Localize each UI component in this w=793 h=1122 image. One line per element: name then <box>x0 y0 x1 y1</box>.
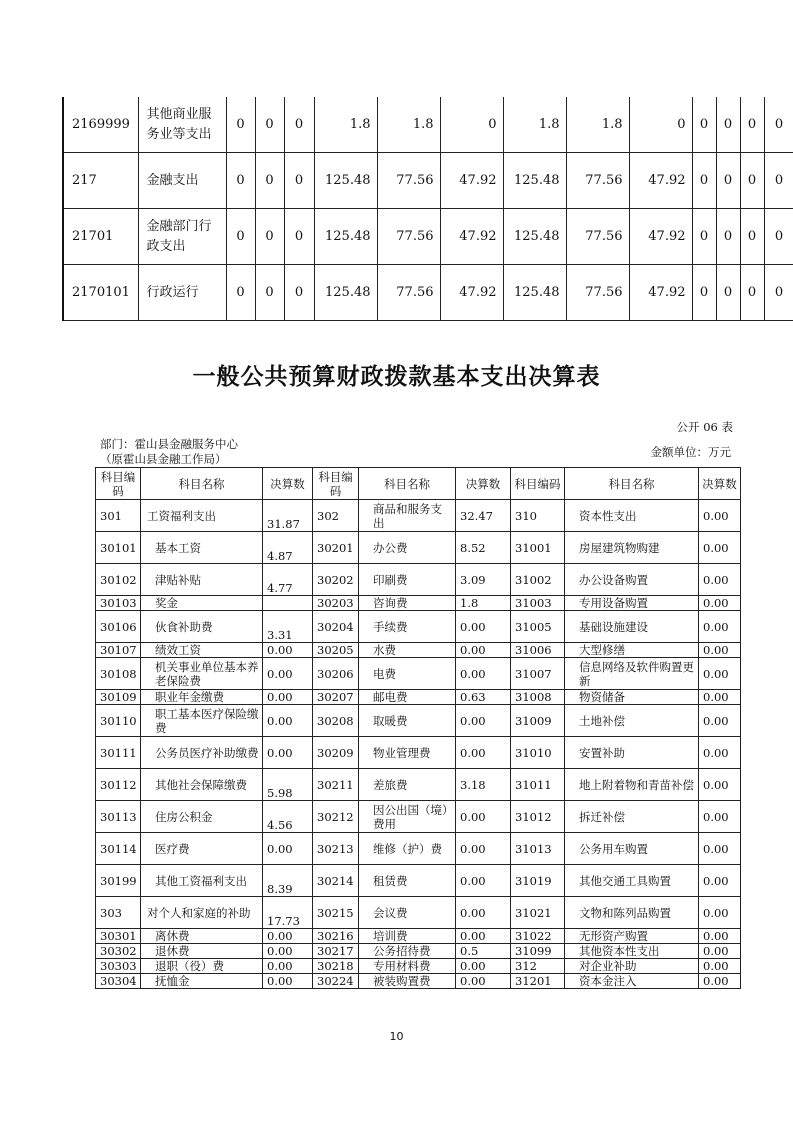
amount: 0.00 <box>699 705 741 737</box>
amount: 3.18 <box>456 769 511 801</box>
subject-code: 30199 <box>96 865 141 897</box>
subject-name: 安置补助 <box>565 737 699 769</box>
cell-value: 0 <box>226 97 255 153</box>
table-row <box>96 658 741 690</box>
cell-value: 0 <box>692 153 716 209</box>
subject-name: 办公设备购置 <box>565 564 699 596</box>
subject-name: 差旅费 <box>359 769 456 801</box>
subject-code: 30110 <box>96 705 141 737</box>
table-row <box>96 690 741 705</box>
amount: 0.5 <box>456 944 511 959</box>
subject-code: 30301 <box>96 929 141 944</box>
subject-code: 31022 <box>511 929 565 944</box>
subject-name: 离休费 <box>141 929 263 944</box>
subject-name: 金融支出 <box>138 153 226 209</box>
amount: 0.00 <box>456 897 511 929</box>
table-row <box>96 611 741 643</box>
cell-value: 0 <box>255 97 284 153</box>
subject-code: 31006 <box>511 643 565 658</box>
subject-name: 对个人和家庭的补助 <box>141 897 263 929</box>
amount: 0.00 <box>699 690 741 705</box>
subject-code: 310 <box>511 500 565 532</box>
table-row <box>63 97 793 153</box>
table-row <box>96 737 741 769</box>
cell-value: 0 <box>284 209 314 265</box>
cell-value: 0 <box>692 209 716 265</box>
amount: 0.00 <box>263 690 313 705</box>
subject-code: 31007 <box>511 658 565 690</box>
amount: 0.00 <box>699 833 741 865</box>
subject-name: 印刷费 <box>359 564 456 596</box>
table-row <box>96 500 741 532</box>
subject-name: 信息网络及软件购置更新 <box>565 658 699 690</box>
subject-name: 会议费 <box>359 897 456 929</box>
cell-value: 0 <box>226 265 255 321</box>
subject-name: 专用材料费 <box>359 959 456 974</box>
cell-value: 1.8 <box>377 97 440 153</box>
subject-code: 30205 <box>313 643 359 658</box>
cell-value: 0 <box>255 265 284 321</box>
subject-code: 30101 <box>96 532 141 564</box>
amount: 4.56 <box>263 801 313 833</box>
cell-value: 77.56 <box>566 265 629 321</box>
subject-name: 资本金注入 <box>565 974 699 989</box>
header-amount: 决算数 <box>699 468 741 500</box>
table-row <box>63 265 793 321</box>
subject-name: 培训费 <box>359 929 456 944</box>
subject-code: 30202 <box>313 564 359 596</box>
cell-value: 47.92 <box>440 265 503 321</box>
amount: 0.00 <box>456 833 511 865</box>
subject-code: 31201 <box>511 974 565 989</box>
subject-code: 30109 <box>96 690 141 705</box>
cell-value: 0 <box>764 153 793 209</box>
table-row <box>96 801 741 833</box>
cell-value: 0 <box>716 209 740 265</box>
subject-name: 公务招待费 <box>359 944 456 959</box>
subject-name: 专用设备购置 <box>565 596 699 611</box>
subject-name: 邮电费 <box>359 690 456 705</box>
amount: 0.00 <box>699 737 741 769</box>
subject-code: 217 <box>63 153 138 209</box>
cell-value: 0 <box>764 209 793 265</box>
cell-value: 125.48 <box>314 153 377 209</box>
amount: 0.00 <box>699 897 741 929</box>
subject-code: 30304 <box>96 974 141 989</box>
subject-name: 维修（护）费 <box>359 833 456 865</box>
form-number: 公开 06 表 <box>676 420 733 434</box>
amount: 0.00 <box>263 705 313 737</box>
cell-value: 0 <box>740 153 764 209</box>
amount: 0.00 <box>456 705 511 737</box>
subject-name: 公务用车购置 <box>565 833 699 865</box>
cell-value: 77.56 <box>566 209 629 265</box>
department-info <box>100 437 238 467</box>
amount: 0.00 <box>699 564 741 596</box>
header-row <box>96 468 741 500</box>
cell-value: 0 <box>764 265 793 321</box>
subject-code: 30303 <box>96 959 141 974</box>
subject-name: 基本工资 <box>141 532 263 564</box>
cell-value: 125.48 <box>503 265 566 321</box>
subject-name: 抚恤金 <box>141 974 263 989</box>
header-name: 科目名称 <box>141 468 263 500</box>
amount: 0.00 <box>699 959 741 974</box>
amount: 4.77 <box>263 564 313 596</box>
subject-name: 房屋建筑物购建 <box>565 532 699 564</box>
table-row <box>96 929 741 944</box>
amount: 0.00 <box>263 974 313 989</box>
amount: 0.00 <box>263 929 313 944</box>
amount: 0.00 <box>699 801 741 833</box>
amount: 3.31 <box>263 611 313 643</box>
subject-code: 30114 <box>96 833 141 865</box>
cell-value: 77.56 <box>566 153 629 209</box>
cell-value: 125.48 <box>503 209 566 265</box>
subject-code: 30224 <box>313 974 359 989</box>
amount: 0.00 <box>699 596 741 611</box>
table-row <box>96 833 741 865</box>
amount: 0.00 <box>699 532 741 564</box>
table-row <box>96 705 741 737</box>
cell-value: 0 <box>629 97 692 153</box>
table-row <box>96 974 741 989</box>
amount: 0.00 <box>699 658 741 690</box>
amount: 0.00 <box>263 944 313 959</box>
amount: 0.00 <box>456 974 511 989</box>
header-amount: 决算数 <box>263 468 313 500</box>
subject-name: 基础设施建设 <box>565 611 699 643</box>
header-name: 科目名称 <box>565 468 699 500</box>
table-row <box>63 153 793 209</box>
subject-name: 其他工资福利支出 <box>141 865 263 897</box>
subject-code: 30207 <box>313 690 359 705</box>
header-code: 科目编码 <box>511 468 565 500</box>
subject-code: 31019 <box>511 865 565 897</box>
cell-value: 125.48 <box>503 153 566 209</box>
subject-name: 伙食补助费 <box>141 611 263 643</box>
subject-name: 公务员医疗补助缴费 <box>141 737 263 769</box>
amount: 0.00 <box>263 833 313 865</box>
subject-name: 其他社会保障缴费 <box>141 769 263 801</box>
amount: 0.00 <box>699 500 741 532</box>
subject-code: 21701 <box>63 209 138 265</box>
header-amount: 决算数 <box>456 468 511 500</box>
amount: 31.87 <box>263 500 313 532</box>
subject-code: 31021 <box>511 897 565 929</box>
cell-value: 0 <box>740 97 764 153</box>
table-row <box>96 959 741 974</box>
cell-value: 0 <box>226 209 255 265</box>
subject-name: 职工基本医疗保险缴费 <box>141 705 263 737</box>
subject-code: 30214 <box>313 865 359 897</box>
amount: 0.00 <box>699 974 741 989</box>
cell-value: 0 <box>226 153 255 209</box>
table-row <box>96 532 741 564</box>
cell-value: 0 <box>716 97 740 153</box>
subject-code: 31012 <box>511 801 565 833</box>
amount: 5.98 <box>263 769 313 801</box>
amount: 17.73 <box>263 897 313 929</box>
table-row <box>96 564 741 596</box>
subject-name: 咨询费 <box>359 596 456 611</box>
subject-code: 30102 <box>96 564 141 596</box>
subject-code: 30302 <box>96 944 141 959</box>
cell-value: 0 <box>255 209 284 265</box>
page-number: 10 <box>389 1030 404 1043</box>
amount: 0.00 <box>699 643 741 658</box>
cell-value: 0 <box>740 265 764 321</box>
cell-value: 0 <box>692 97 716 153</box>
amount: 0.63 <box>456 690 511 705</box>
cell-value: 47.92 <box>440 209 503 265</box>
subject-name: 退职（役）费 <box>141 959 263 974</box>
cell-value: 0 <box>440 97 503 153</box>
table-row <box>96 596 741 611</box>
table-title: 一般公共预算财政拨款基本支出决算表 <box>192 364 601 390</box>
subject-code: 2170101 <box>63 265 138 321</box>
subject-name: 土地补偿 <box>565 705 699 737</box>
cell-value: 77.56 <box>377 153 440 209</box>
subject-code: 31003 <box>511 596 565 611</box>
subject-code: 31013 <box>511 833 565 865</box>
subject-name: 其他资本性支出 <box>565 944 699 959</box>
cell-value: 0 <box>692 265 716 321</box>
department-former-name: （原霍山县金融工作局） <box>100 452 227 466</box>
subject-code: 2169999 <box>63 97 138 153</box>
amount: 4.87 <box>263 532 313 564</box>
cell-value: 0 <box>284 265 314 321</box>
amount: 0.00 <box>456 611 511 643</box>
subject-code: 30107 <box>96 643 141 658</box>
subject-name: 金融部门行政支出 <box>138 209 226 265</box>
subject-code: 30113 <box>96 801 141 833</box>
subject-code: 30216 <box>313 929 359 944</box>
subject-name: 文物和陈列品购置 <box>565 897 699 929</box>
amount: 0.00 <box>699 611 741 643</box>
subject-name: 退休费 <box>141 944 263 959</box>
cell-value: 0 <box>716 153 740 209</box>
cell-value: 0 <box>740 209 764 265</box>
subject-name: 商品和服务支出 <box>359 500 456 532</box>
cell-value: 125.48 <box>314 265 377 321</box>
subject-code: 30208 <box>313 705 359 737</box>
amount: 1.8 <box>456 596 511 611</box>
subject-code: 30201 <box>313 532 359 564</box>
header-name: 科目名称 <box>359 468 456 500</box>
subject-name: 住房公积金 <box>141 801 263 833</box>
amount: 0.00 <box>699 929 741 944</box>
subject-name: 工资福利支出 <box>141 500 263 532</box>
subject-name: 职业年金缴费 <box>141 690 263 705</box>
subject-name: 奖金 <box>141 596 263 611</box>
prior-table <box>62 97 793 321</box>
subject-name: 行政运行 <box>138 265 226 321</box>
subject-name: 绩效工资 <box>141 643 263 658</box>
subject-name: 拆迁补偿 <box>565 801 699 833</box>
subject-code: 31008 <box>511 690 565 705</box>
table-row <box>96 865 741 897</box>
cell-value: 0 <box>764 97 793 153</box>
header-code: 科目编码 <box>313 468 359 500</box>
amount: 0.00 <box>456 658 511 690</box>
subject-code: 31005 <box>511 611 565 643</box>
subject-name: 手续费 <box>359 611 456 643</box>
subject-name: 水费 <box>359 643 456 658</box>
amount: 8.52 <box>456 532 511 564</box>
cell-value: 77.56 <box>377 209 440 265</box>
subject-code: 31010 <box>511 737 565 769</box>
expenditure-table <box>95 467 741 989</box>
amount: 0.00 <box>699 865 741 897</box>
subject-code: 30204 <box>313 611 359 643</box>
amount: 0.00 <box>456 929 511 944</box>
subject-name: 医疗费 <box>141 833 263 865</box>
cell-value: 0 <box>284 97 314 153</box>
subject-name: 电费 <box>359 658 456 690</box>
subject-name: 其他交通工具购置 <box>565 865 699 897</box>
subject-name: 取暖费 <box>359 705 456 737</box>
subject-name: 无形资产购置 <box>565 929 699 944</box>
amount: 0.00 <box>263 658 313 690</box>
subject-code: 30211 <box>313 769 359 801</box>
subject-name: 被装购置费 <box>359 974 456 989</box>
cell-value: 0 <box>284 153 314 209</box>
subject-name: 租赁费 <box>359 865 456 897</box>
subject-code: 31002 <box>511 564 565 596</box>
header-code: 科目编码 <box>96 468 141 500</box>
amount: 8.39 <box>263 865 313 897</box>
cell-value: 1.8 <box>314 97 377 153</box>
subject-code: 30218 <box>313 959 359 974</box>
subject-code: 31009 <box>511 705 565 737</box>
subject-code: 30213 <box>313 833 359 865</box>
subject-code: 312 <box>511 959 565 974</box>
cell-value: 47.92 <box>629 265 692 321</box>
subject-code: 30203 <box>313 596 359 611</box>
subject-code: 30103 <box>96 596 141 611</box>
amount: 0.00 <box>263 959 313 974</box>
cell-value: 1.8 <box>503 97 566 153</box>
amount: 0.00 <box>456 959 511 974</box>
amount: 0.00 <box>699 944 741 959</box>
subject-code: 30206 <box>313 658 359 690</box>
table-row <box>96 643 741 658</box>
amount: 0.00 <box>456 865 511 897</box>
subject-name: 物业管理费 <box>359 737 456 769</box>
subject-code: 301 <box>96 500 141 532</box>
table-row <box>96 944 741 959</box>
subject-name: 其他商业服务业等支出 <box>138 97 226 153</box>
cell-value: 1.8 <box>566 97 629 153</box>
subject-name: 资本性支出 <box>565 500 699 532</box>
cell-value: 125.48 <box>314 209 377 265</box>
subject-code: 31011 <box>511 769 565 801</box>
amount: 0.00 <box>456 801 511 833</box>
amount: 0.00 <box>456 737 511 769</box>
subject-name: 对企业补助 <box>565 959 699 974</box>
subject-name: 办公费 <box>359 532 456 564</box>
amount: 3.09 <box>456 564 511 596</box>
subject-name: 大型修缮 <box>565 643 699 658</box>
department-name: 部门：霍山县金融服务中心 <box>100 437 238 451</box>
subject-name: 因公出国（境）费用 <box>359 801 456 833</box>
table-row <box>96 769 741 801</box>
cell-value: 47.92 <box>629 209 692 265</box>
amount <box>263 596 313 611</box>
amount-unit: 金额单位：万元 <box>650 445 731 459</box>
subject-code: 30106 <box>96 611 141 643</box>
cell-value: 47.92 <box>440 153 503 209</box>
subject-name: 地上附着物和青苗补偿 <box>565 769 699 801</box>
amount: 0.00 <box>699 769 741 801</box>
amount: 0.00 <box>263 737 313 769</box>
cell-value: 0 <box>716 265 740 321</box>
amount: 32.47 <box>456 500 511 532</box>
subject-code: 30112 <box>96 769 141 801</box>
subject-name: 津贴补贴 <box>141 564 263 596</box>
subject-code: 30215 <box>313 897 359 929</box>
cell-value: 77.56 <box>377 265 440 321</box>
subject-code: 30212 <box>313 801 359 833</box>
amount: 0.00 <box>456 643 511 658</box>
cell-value: 47.92 <box>629 153 692 209</box>
subject-code: 303 <box>96 897 141 929</box>
subject-code: 30108 <box>96 658 141 690</box>
subject-code: 31001 <box>511 532 565 564</box>
subject-code: 30217 <box>313 944 359 959</box>
amount: 0.00 <box>263 643 313 658</box>
subject-code: 30111 <box>96 737 141 769</box>
subject-name: 物资储备 <box>565 690 699 705</box>
subject-code: 30209 <box>313 737 359 769</box>
table-row <box>96 897 741 929</box>
subject-code: 31099 <box>511 944 565 959</box>
subject-code: 302 <box>313 500 359 532</box>
cell-value: 0 <box>255 153 284 209</box>
table-row <box>63 209 793 265</box>
subject-name: 机关事业单位基本养老保险费 <box>141 658 263 690</box>
